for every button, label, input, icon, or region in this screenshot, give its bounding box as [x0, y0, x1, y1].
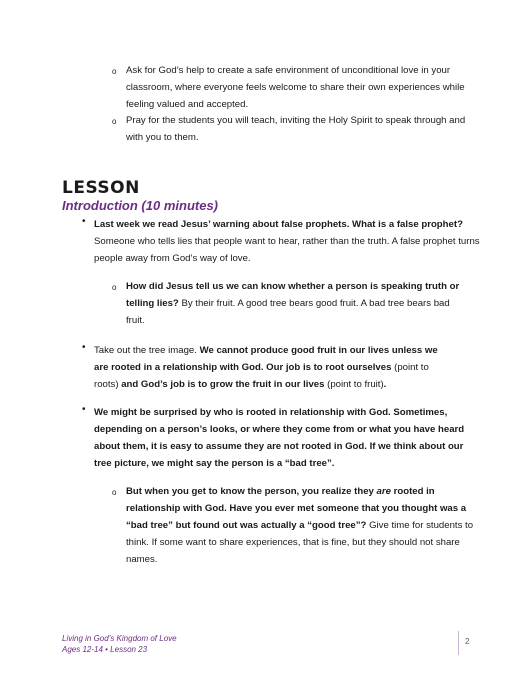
bullet-marker: • [82, 404, 86, 415]
sub-bullet-marker: o [112, 283, 117, 292]
introduction-subheading: Introduction (10 minutes) [62, 198, 218, 213]
text-bold: rooted in relationship with God. Have you ever met someone that you thought was a “bad tree” but found out was actually a “good tree”? [126, 486, 467, 531]
footer-age-lesson: Ages 12-14 • Lesson 23 [62, 645, 148, 654]
text-bold: We cannot produce good fruit in our lives unless we are rooted in a relationship with God. Our job is to root ourselves [94, 345, 438, 373]
sub-bullet-marker: o [112, 117, 117, 126]
bullet-answer: By their fruit. A good tree bears good fruit. A bad tree bears bad fruit. [126, 298, 450, 326]
text-bold: . [383, 379, 387, 390]
bullet-question: How did Jesus tell us we can know whether a person is speaking truth or telling lies? [126, 281, 460, 309]
text-bold: We might be surprised by who is rooted in relationship with God. Sometimes, depending on a person’s looks, or where they come from or what you have heard about them, it is easy to assume they are not rooted in God. If we think about our tree picture, we might say the person is a “bad tree”. [94, 407, 465, 469]
prep-item-safe-environment: Ask for God’s help to create a safe environment of unconditional love in your classroom, where everyone feels welcome to share their own experiences while feeling valued and accepted. [126, 65, 465, 110]
page-number: 2 [465, 637, 470, 646]
bullet-question: Last week we read Jesus’ warning about false prophets. What is a false prophet? [94, 219, 463, 230]
text-bold: and God’s job is to grow the fruit in our lives [121, 379, 325, 390]
prep-item-pray: Pray for the students you will teach, inviting the Holy Spirit to speak through and with you to them. [126, 115, 466, 143]
lesson-heading: LESSON [62, 178, 140, 198]
text-plain: (point to roots) [94, 362, 429, 390]
footer-divider [458, 631, 459, 655]
sub-bullet-marker: o [112, 67, 117, 76]
text-plain: Give time for students to think. If some want to share experiences, that is fine, but they should not share names. [126, 520, 474, 565]
sub-bullet-marker: o [112, 488, 117, 497]
text-plain: Take out the tree image. [94, 345, 200, 356]
text-bold-italic: are [376, 486, 391, 497]
bullet-marker: • [82, 216, 86, 227]
bullet-marker: • [82, 342, 86, 353]
bullet-false-prophets [94, 216, 480, 267]
bullet-tree-image [94, 342, 454, 393]
text-plain: (point to fruit) [324, 379, 384, 390]
bullet-answer: Someone who tells lies that people want to hear, rather than the truth. A false prophet turns people away from God’s way of love. [94, 236, 480, 264]
bullet-get-to-know [126, 483, 474, 568]
bullet-know-by-fruit [126, 278, 466, 329]
text-bold: But when you get to know the person, you realize they [126, 486, 377, 497]
footer-series-title: Living in God’s Kingdom of Love [62, 634, 177, 643]
bullet-surprised-rooted [94, 404, 469, 472]
